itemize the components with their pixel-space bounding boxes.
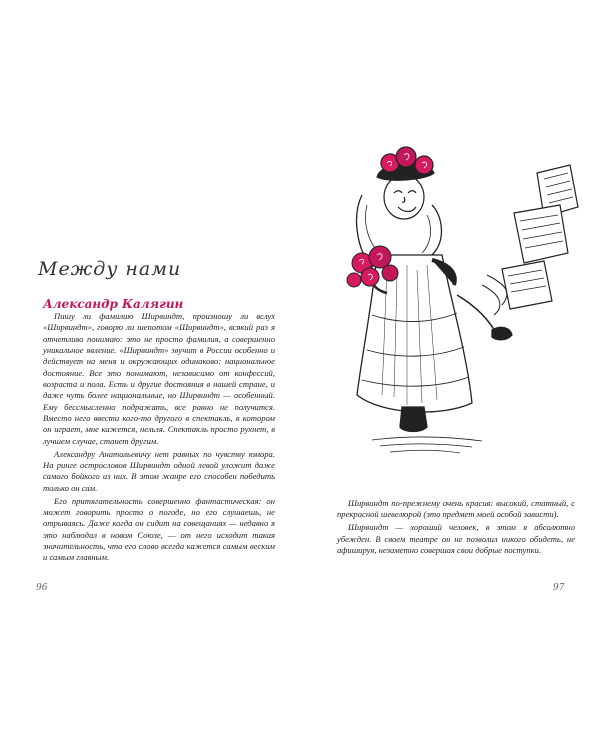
ground-shadow	[372, 437, 482, 453]
paragraph: Ширвиндт — хороший человек, в этом я абсолютно убежден. В своем театре он не позволил никого обидеть, не афишируя, незаметно совершая свои добрые поступки.	[337, 522, 575, 555]
left-body-text	[43, 311, 275, 565]
paragraph: Его притягательность совершенно фантастическая: он может говорить просто о погоде, но его слушаешь, не отрываясь. Даже когда он сидит на совещаниях — недавно я это наблюдал в новом Союзе, — от него исходит такая значительность, что его слово всегда кажется самым веским и самым главным.	[43, 495, 275, 563]
paragraph: Александру Анатольевичу нет равных по чувству юмора. На ринге острословов Ширвиндт одной левой уложит даже самого бойкого из них. В этом жанре его способен победить только он сам.	[43, 448, 275, 493]
page-number-left: 96	[36, 583, 48, 593]
paragraph: Пишу ли фамилию Ширвиндт, произношу ли вслух «Ширвиндт», говорю ли шепотом «Ширвиндт», всякий раз я отчетливо понимаю: это не просто фамилия, а совершенно уникальное явление. «Ширвиндт» звучит в России особенно и действует на меня и окружающих одинаково: национальное достояние. Все это понимают, независимо от конфессий, возраста и пола. Есть и другие достояния в нашей стране, и даже чуть более национальные, но Ширвиндт — особенный. Ему бессмысленно подражать, все равно не получится. Вместо него ввести кого-то другого в спектакль, в котором он играет, мне кажется, нельзя. Спектакль просто рухнет, в лучшем случае, станет другим.	[43, 311, 275, 446]
right-body-text	[337, 498, 575, 558]
right-page	[300, 0, 600, 750]
caricature-illustration	[332, 135, 584, 485]
author-name: Александр Калягин	[43, 297, 184, 311]
chapter-title: Между нами	[38, 258, 182, 280]
paragraph: Ширвиндт по-прежнему очень красив: высокий, статный, с прекрасной шевелюрой (это предмет моей особой зависти).	[337, 498, 575, 520]
flying-papers	[502, 165, 578, 309]
hat	[377, 147, 434, 180]
page-number-right: 97	[553, 583, 565, 593]
lady-figure	[357, 195, 512, 432]
face	[384, 175, 424, 219]
